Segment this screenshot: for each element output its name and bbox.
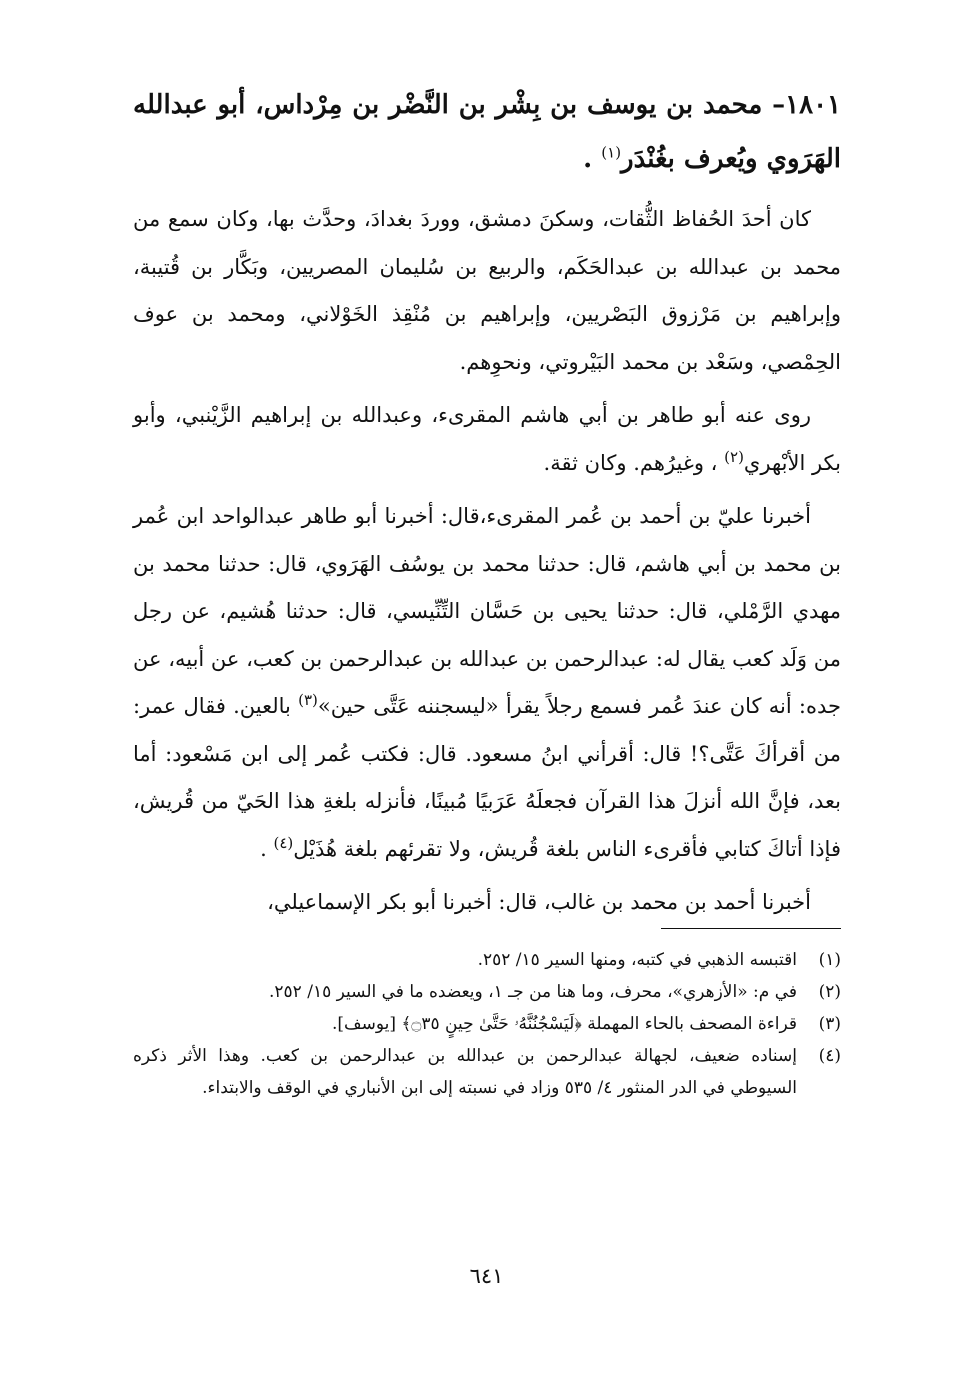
footnote-text: قراءة المصحف بالحاء المهملة ﴿لَيَسْجُنُنَّهُۥ حَتَّىٰ حِينٍ ۝٣٥﴾ [يوسف]. bbox=[332, 1014, 797, 1034]
paragraph-narrators-text: روى عنه أبو طاهر بن أبي هاشم المقرىء، وعبدالله بن إبراهيم الزَّيْنبي، وأبو بكر الأبْهري bbox=[133, 403, 841, 475]
footnote-ref-2: (٢) bbox=[724, 447, 744, 466]
footnote-ref-3: (٣) bbox=[298, 691, 318, 709]
footnote-text: إسناده ضعيف، لجهالة عبدالرحمن بن عبدالله بن عبدالرحمن بن كعب. وهذا الأثر ذكره السيوطي في الدر المنثور ٤/ ٥٣٥ وزاد في نسبته إلى ابن الأنباري في الوقف والابتداء. bbox=[133, 1046, 797, 1098]
footnote-number: (١) bbox=[818, 950, 841, 970]
paragraph-hadith-end: . bbox=[260, 836, 274, 861]
footnote-number: (٤) bbox=[818, 1046, 841, 1066]
footnote-text: اقتبسه الذهبي في كتبه، ومنها السير ١٥/ ٢٥٢. bbox=[477, 950, 797, 970]
footnote-number: (٣) bbox=[818, 1014, 841, 1034]
footnote-ref-4: (٤) bbox=[273, 833, 294, 852]
paragraph-biography: كان أحدَ الحُفاظ الثُّقات، وسكنَ دمشق، ووردَ بغدادَ، وحدَّث بها، وكان سمع من محمد بن عبدالله بن عبدالحَكَم، والربيع بن سُليمان المصريين، وبَكَّار بن قُتيبة، وإبراهيم بن مَرْزوق البَصْريين، وإبراهيم بن مُنْقِذ الخَوْلاني، ومحمد بن عوف الحِمْصي، وسَعْد بن محمد البَيْروتي، ونحوِهم. bbox=[133, 207, 841, 374]
footnote-1 bbox=[133, 944, 841, 976]
page-number: ٦٤١ bbox=[469, 1264, 504, 1288]
entry-end: . bbox=[583, 144, 602, 174]
footnote-number: (٢) bbox=[818, 982, 841, 1002]
footnote-3 bbox=[133, 1008, 841, 1040]
paragraph-narrators-end: ، وغيرُهم. وكان ثقة. bbox=[543, 450, 725, 475]
entry-heading bbox=[133, 78, 841, 186]
entry-body bbox=[133, 196, 841, 927]
paragraph-hadith bbox=[133, 493, 841, 873]
paragraph-continuation: أخبرنا أحمد بن محمد بن غالب، قال: أخبرنا أبو بكر الإسماعيلي، bbox=[267, 890, 811, 914]
footnote-2 bbox=[133, 976, 841, 1008]
footnote-text: في م: «الأزهري»، محرف، وما هنا من جـ ١، ويعضده ما في السير ١٥/ ٢٥٢. bbox=[269, 982, 797, 1002]
footnote-4 bbox=[133, 1040, 841, 1104]
footnotes bbox=[133, 944, 841, 1104]
paragraph-narrators bbox=[133, 392, 841, 487]
footnote-ref-1: (١) bbox=[601, 143, 622, 162]
paragraph-hadith-text-2: بالعين. فقال عمر: من أقرأكَ عَتَّى؟! قال: أقرأني ابنُ مسعود. قال: فكتب عُمر إلى ابن مَسْعود: أما بعد، فإنَّ الله أنزلَ هذا القرآن فجعلَهُ عَرَبيًا مُبينًا، فأنزله بلغةِ هذا الحَيّ من قُريش، فإذا أتاكَ كتابي فأقرىء الناس بلغة قُريش، ولا تقرئهم بلغة هُذَيْل bbox=[133, 694, 841, 861]
paragraph-hadith-text: أخبرنا عليّ بن أحمد بن عُمر المقرىء،قال: أخبرنا أبو طاهر عبدالواحد ابن عُمر بن محمد بن أبي هاشم، قال: حدثنا محمد بن يوسُف الهَرَوي، قال: حدثنا محمد بن مهدي الرَّمْلي، قال: حدثنا يحيى بن حَسَّان التِّنِّيسي، قال: حدثنا هُشيم، عن رجل من وَلَد كعب يقال له: عبدالرحمن بن عبدالله بن عبدالرحمن بن كعب، عن أبيه، عن جده: أنه كان عندَ عُمر فسمع رجلاً يقرأ «ليسجننه عَتَّى حين» bbox=[133, 504, 841, 718]
entry-number: ١٨٠١– bbox=[772, 90, 841, 120]
entry-name: محمد بن يوسف بن بِشْر بن النَّضْر بن مِرْداس، أبو عبدالله الهَرَوي ويُعرف بغُنْدَر bbox=[133, 90, 841, 174]
footnote-divider bbox=[661, 928, 841, 929]
